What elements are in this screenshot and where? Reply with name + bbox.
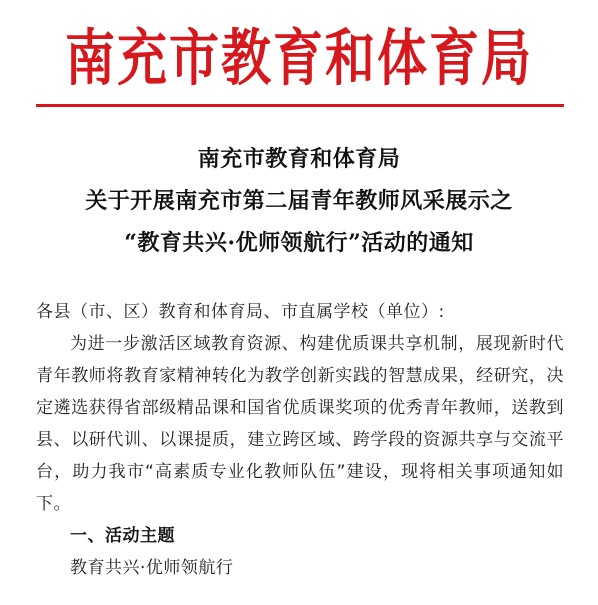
letterhead-title: 南充市教育和体育局 <box>65 21 533 94</box>
section-heading-theme: 一、活动主题 <box>70 526 175 546</box>
section-text-theme: 教育共兴·优师领航行 <box>70 558 234 578</box>
notice-title-line-1: 南充市教育和体育局 <box>197 146 401 172</box>
notice-title <box>0 138 598 264</box>
notice-title-line-2: 关于开展南充市第二届青年教师风采展示之 <box>85 188 513 214</box>
salutation: 各县（市、区）教育和体育局、市直属学校（单位）: <box>36 302 445 322</box>
notice-title-line-3: “教育共兴·优师领航行”活动的通知 <box>124 230 474 256</box>
letterhead-red-rule <box>36 104 564 107</box>
intro-paragraph: 为进一步激活区域教育资源、构建优质课共享机制，展现新时代青年教师将教育家精神转化为教学创新实践的智慧成果，经研究，决定遴选获得省部级精品课和国省优质课奖项的优秀青年教师，送教到县、以研代训、以课提质，建立跨区域、跨学段的资源共享与交流平台，助力我市“高素质专业化教师队伍”建设，现将相关事项通知如下。 <box>36 334 564 514</box>
notice-body <box>36 296 564 584</box>
